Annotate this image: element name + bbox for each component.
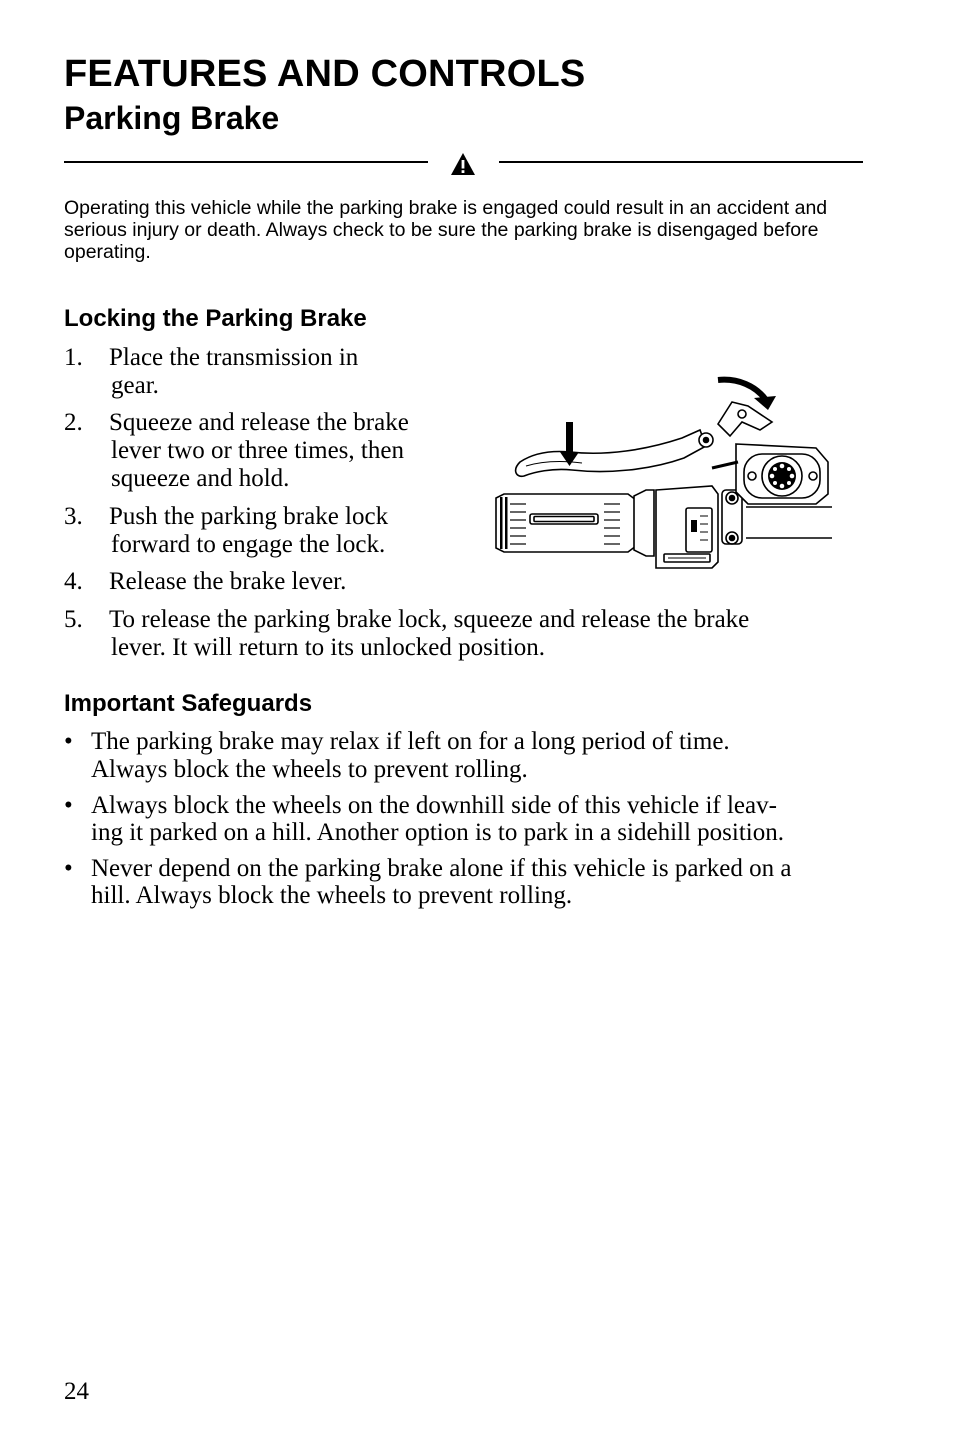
bullet-line: ing it parked on a hill. Another option is to park in a sidehill position. [91,819,784,846]
step-number: 1. [64,344,83,371]
step-line: lever. It will return to its unlocked position. [111,634,545,661]
section-title: FEATURES AND CONTROLS [64,53,586,95]
step-line: Release the brake lever. [109,568,347,595]
step-line: gear. [111,372,159,399]
step-number: 3. [64,503,83,530]
safeguards-heading: Important Safeguards [64,690,313,717]
step-number: 4. [64,568,83,595]
warning-rule-right [499,161,863,163]
step-line: lever two or three times, then [111,437,404,464]
step-number: 2. [64,409,83,436]
warning-triangle-icon [450,152,476,176]
bullet-line: Always block the wheels on the downhill side of this vehicle if leav- [91,792,777,819]
handlebar-brake-lever-illustration [486,366,836,572]
bullet-mark: • [64,728,73,755]
warning-rule-left [64,161,428,163]
bullet-line: The parking brake may relax if left on for a long period of time. [91,728,730,755]
bullet-line: Always block the wheels to prevent rolling. [91,756,528,783]
bullet-line: Never depend on the parking brake alone if this vehicle is parked on a [91,855,792,882]
step-number: 5. [64,606,83,633]
warning-text: Operating this vehicle while the parking brake is engaged could result in an accident and serious injury or death. Always check to be sure the parking brake is disengaged before operating. [64,197,828,263]
page-number: 24 [64,1378,89,1405]
step-line: forward to engage the lock. [111,531,386,558]
page-title: Parking Brake [64,100,280,136]
bullet-mark: • [64,792,73,819]
step-line: To release the parking brake lock, squeeze and release the brake [109,606,750,633]
step-line: Place the transmission in [109,344,359,371]
locking-heading: Locking the Parking Brake [64,305,367,332]
step-line: Push the parking brake lock [109,503,389,530]
step-line: squeeze and hold. [111,465,290,492]
step-line: Squeeze and release the brake [109,409,409,436]
bullet-line: hill. Always block the wheels to prevent rolling. [91,882,573,909]
bullet-mark: • [64,855,73,882]
